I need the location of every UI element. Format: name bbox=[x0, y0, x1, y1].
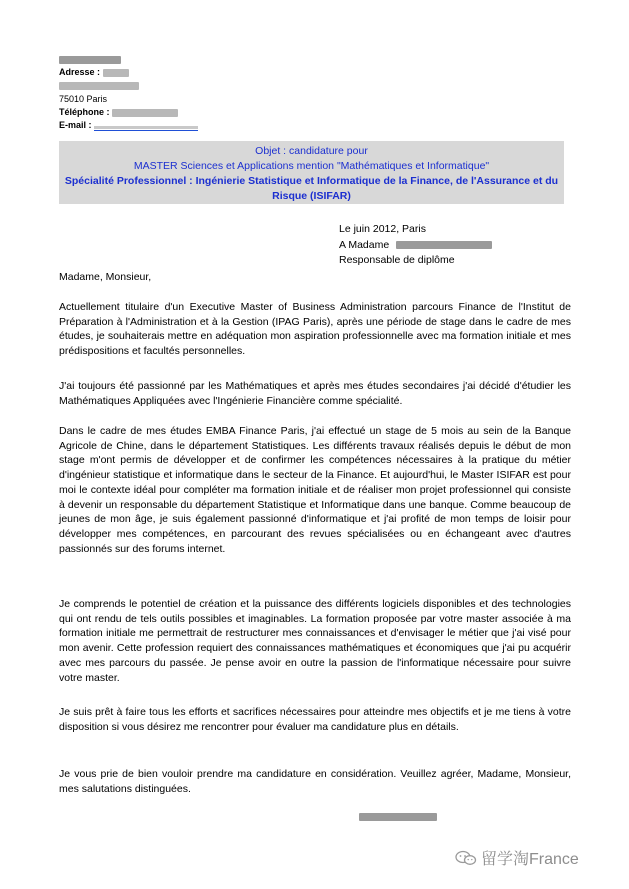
recipient-block bbox=[339, 222, 492, 269]
email-label: E-mail : bbox=[59, 120, 92, 131]
sender-email-row bbox=[59, 119, 198, 132]
sender-street-row bbox=[59, 80, 198, 93]
email-redaction bbox=[94, 122, 198, 131]
paragraph-4: Je comprends le potentiel de création et la puissance des différents logiciels disponibles et des technologies qui ont rendu de tels outils possibles et imaginables. La formation proposée par votre master associée à ma formation initiale me permettrait de restructurer mes connaissances et d'envisager le métier que j'ai visé pour mon avenir. Cette profession requiert des connaissances mathématiques et économiques que j'ai pu acquérir avec mes parcours du passée. Je pense avoir en outre la passion de l'informatique nécessaire pour suivre votre master. bbox=[59, 598, 571, 684]
paragraph-5: Je suis prêt à faire tous les efforts et sacrifices nécessaires pour atteindre mes objectifs et je me tiens à votre disposition si vous désirez me rencontrer pour évaluer ma candidature plus en détails. bbox=[59, 706, 571, 733]
recipient-role: Responsable de diplôme bbox=[339, 254, 455, 266]
sender-name-redaction bbox=[59, 56, 121, 64]
wechat-icon bbox=[455, 850, 477, 866]
subject-line-2: MASTER Sciences et Applications mention "Mathématiques et Informatique" bbox=[133, 160, 490, 172]
paragraph-2: J'ai toujours été passionné par les Mathématiques et après mes études secondaires j'ai décidé d'étudier les Mathématiques Appliquées avec l'Ingénierie Financière comme spécialité. bbox=[59, 380, 571, 407]
street-redaction bbox=[59, 82, 139, 90]
sender-address-row bbox=[59, 66, 198, 79]
letter-date: Le juin 2012, Paris bbox=[339, 223, 426, 235]
sender-city: 75010 Paris bbox=[59, 93, 108, 104]
signature-redaction bbox=[359, 813, 437, 821]
paragraph-3: Dans le cadre de mes études EMBA Finance Paris, j'ai effectué un stage de 5 mois au sein de la Banque Agricole de Chine, dans le département Statistiques. Les différents travaux réalisés depuis le début de mon stage m'ont permis de développer et de confirmer les compétences nécessaires à la pratique du métier d'ingénieur statistique et informatique dans le secteur de la Finance. Et aujourd'hui, le Master ISIFAR est pour moi le contexte idéal pour compléter ma formation initiale et de réaliser mon projet professionnel qui consiste à devenir un responsable du département Statistique et Informatique dans une banque. Comme beaucoup de jeunes de mon âge, je suis également passionné d'informatique et j'ai profité de mon temps de loisir pour développer mes compétences, en parcourant des revues spécialisées ou en échangeant avec d'autres passionnés sur des forums internet. bbox=[59, 425, 571, 555]
sender-name bbox=[59, 53, 198, 66]
subject-line-3: Spécialité Professionnel : Ingénierie Statistique et Informatique de la Finance, de l'Assurance et du Risque (ISIFAR) bbox=[64, 175, 559, 202]
recipient-prefix: A Madame bbox=[339, 238, 390, 251]
recipient-name-redaction bbox=[396, 241, 492, 249]
watermark bbox=[455, 846, 579, 869]
paragraph-6: Je vous prie de bien vouloir prendre ma candidature en considération. Veuillez agréer, Madame, Monsieur, mes salutations distinguées. bbox=[59, 768, 571, 795]
greeting: Madame, Monsieur, bbox=[59, 271, 152, 283]
subject-box bbox=[59, 141, 564, 204]
recipient-name-row bbox=[339, 238, 492, 254]
phone-redaction bbox=[112, 109, 178, 117]
sender-block bbox=[59, 53, 198, 133]
address-redaction bbox=[103, 69, 129, 77]
watermark-text: 留学淘France bbox=[481, 851, 579, 868]
subject-line-1: Objet : candidature pour bbox=[255, 145, 368, 157]
address-label: Adresse : bbox=[59, 67, 101, 78]
phone-label: Téléphone : bbox=[59, 107, 110, 118]
paragraph-1: Actuellement titulaire d'un Executive Master of Business Administration parcours Finance de l'Institut de Préparation à l'Administration et à la Gestion (IPAG Paris), après une période de stage dans le cadre de mes études, je souhaiterais mettre en adéquation mon aspiration professionnelle avec ma formation initiale et mes prédispositions et facultés personnelles. bbox=[59, 301, 571, 358]
sender-phone-row bbox=[59, 106, 198, 119]
